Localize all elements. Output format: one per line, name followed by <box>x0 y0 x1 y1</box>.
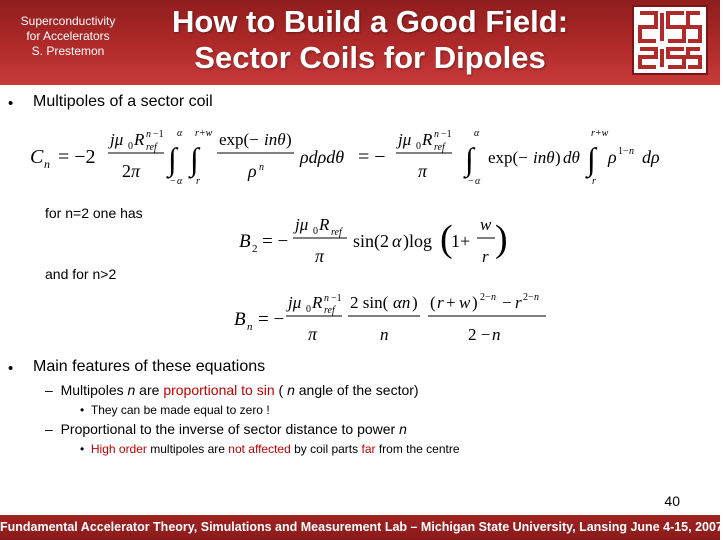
svg-text:αn: αn <box>393 293 411 312</box>
svg-text:R: R <box>319 215 330 234</box>
svg-text:): ) <box>412 293 418 312</box>
svg-text:w: w <box>480 215 492 234</box>
svg-text:C: C <box>30 146 44 168</box>
svg-text:= −: = − <box>262 231 289 252</box>
title-line-2: Sector Coils for Dipoles <box>194 40 546 75</box>
svg-text:−1: −1 <box>441 129 452 140</box>
svg-text:r+w: r+w <box>591 128 609 139</box>
svg-text:α: α <box>177 176 183 187</box>
svg-text:inθ: inθ <box>533 148 555 167</box>
text-segment: n <box>399 421 407 437</box>
bullet-marker: • <box>80 403 91 417</box>
svg-text:2: 2 <box>122 161 131 181</box>
svg-text:n: n <box>534 292 539 303</box>
highlight-text: proportional to sin <box>163 382 275 398</box>
course-info <box>8 14 128 59</box>
svg-text:−: − <box>468 176 474 187</box>
svg-text:π: π <box>131 161 141 181</box>
svg-text:jμ: jμ <box>398 130 412 149</box>
sub-sub-bullet-zero <box>80 403 270 417</box>
svg-text:n: n <box>146 129 151 140</box>
svg-text:): ) <box>472 293 478 312</box>
header-bar <box>0 0 720 85</box>
svg-text:2−: 2− <box>523 292 534 303</box>
course-line-1: Superconductivity <box>20 14 116 28</box>
svg-text:dθ: dθ <box>563 148 580 167</box>
svg-text:R: R <box>312 293 323 312</box>
svg-text:exp(−: exp(− <box>488 148 528 167</box>
svg-text:n: n <box>629 146 634 157</box>
text-for-n-gt-2: and for n>2 <box>45 266 117 282</box>
svg-text:2: 2 <box>252 243 258 255</box>
course-line-2: for Accelerators <box>26 29 110 43</box>
author-name: S. Prestemon <box>31 44 105 58</box>
svg-text:1+: 1+ <box>451 231 471 251</box>
bullet-main-features: Main features of these equations <box>33 358 266 375</box>
svg-text:π: π <box>308 324 318 344</box>
bullet-marker: • <box>80 442 91 456</box>
equation-b2 <box>235 212 508 274</box>
svg-text:−: − <box>170 176 176 187</box>
text-for-n2: for n=2 one has <box>45 205 143 221</box>
svg-text:−1: −1 <box>153 129 164 140</box>
text-segment: They can be made equal to zero ! <box>90 403 270 417</box>
equation-cn <box>28 120 688 190</box>
svg-text:B: B <box>239 231 251 252</box>
svg-text:w: w <box>459 293 471 312</box>
svg-text:ρdρdθ: ρdρdθ <box>300 147 345 167</box>
svg-text:α: α <box>475 176 481 187</box>
svg-text:jμ: jμ <box>288 293 302 312</box>
svg-text:ref: ref <box>331 227 342 238</box>
svg-text:ref: ref <box>324 305 335 316</box>
svg-text:π: π <box>315 246 325 266</box>
svg-text:r: r <box>437 293 444 312</box>
svg-text:jμ: jμ <box>295 215 309 234</box>
text-segment: multipoles are <box>146 442 229 456</box>
text-segment: from the centre <box>375 442 460 456</box>
svg-text:2−: 2− <box>480 292 491 303</box>
bullet-marker: • <box>8 95 14 112</box>
svg-text:1−: 1− <box>618 146 629 157</box>
svg-text:α: α <box>392 231 402 251</box>
svg-text:ρ: ρ <box>608 147 617 167</box>
svg-text:ref: ref <box>434 142 445 153</box>
svg-text:(: ( <box>430 293 436 312</box>
svg-text:n: n <box>491 292 496 303</box>
svg-text:0: 0 <box>128 141 133 152</box>
page-number: 40 <box>664 493 680 509</box>
sub-sub-bullet-high-order <box>80 442 460 456</box>
svg-text:n: n <box>259 162 264 173</box>
svg-text:∫: ∫ <box>190 141 199 177</box>
sub-bullet-multipoles <box>45 382 419 398</box>
svg-text:∫: ∫ <box>587 141 596 177</box>
svg-text:ref: ref <box>146 142 157 153</box>
svg-text:sin(2: sin(2 <box>353 231 389 251</box>
svg-text:R: R <box>134 130 145 149</box>
svg-text:α: α <box>177 128 183 139</box>
svg-text:−1: −1 <box>331 293 342 304</box>
svg-text:inθ: inθ <box>264 130 286 149</box>
bullet-marker: • <box>8 360 14 377</box>
svg-text:ρ: ρ <box>248 161 257 181</box>
sub-bullet-proportional <box>45 421 407 437</box>
svg-text:exp(−: exp(− <box>219 130 259 149</box>
svg-text:n: n <box>434 129 439 140</box>
svg-text:n: n <box>247 321 253 333</box>
svg-text:r: r <box>196 176 200 187</box>
slide-title <box>150 4 590 76</box>
svg-text:n: n <box>492 325 501 344</box>
text-segment: Proportional to the inverse of sector distance to power <box>60 421 400 437</box>
dash-marker: – <box>45 382 61 398</box>
text-segment: angle of the sector) <box>294 382 419 398</box>
svg-text:+: + <box>446 293 456 312</box>
text-segment: n <box>287 382 295 398</box>
title-line-1: How to Build a Good Field: <box>171 4 569 39</box>
highlight-text: far <box>361 442 376 456</box>
svg-text:B: B <box>234 309 246 330</box>
svg-text:n: n <box>380 325 389 344</box>
dash-marker: – <box>45 421 61 437</box>
highlight-text: not affected <box>228 442 291 456</box>
svg-text:−: − <box>502 293 512 312</box>
svg-text:r+w: r+w <box>195 128 213 139</box>
svg-text:n: n <box>324 293 329 304</box>
svg-text:r: r <box>482 247 489 266</box>
footer-bar: Fundamental Accelerator Theory, Simulations and Measurement Lab – Michigan State University, Lansing June 4-15, 2007 <box>0 515 720 540</box>
svg-text:0: 0 <box>416 141 421 152</box>
text-segment: n <box>127 382 136 398</box>
bullet-multipoles: Multipoles of a sector coil <box>33 93 213 110</box>
highlight-text: High order <box>90 442 147 456</box>
text-segment: by coil parts <box>290 442 362 456</box>
svg-text:= −: = − <box>358 146 386 168</box>
equation-bn <box>230 290 550 350</box>
svg-text:(: ( <box>440 218 453 260</box>
svg-text:R: R <box>422 130 433 149</box>
text-segment: are <box>135 382 164 398</box>
svg-text:2 sin(: 2 sin( <box>350 293 389 312</box>
svg-text:)log: )log <box>403 231 432 251</box>
svg-text:= −: = − <box>258 309 285 330</box>
svg-text:r: r <box>515 293 522 312</box>
svg-text:= −2: = −2 <box>58 146 96 168</box>
svg-text:α: α <box>474 128 480 139</box>
svg-text:): ) <box>495 218 508 260</box>
svg-text:): ) <box>286 130 292 149</box>
university-seal-logo-icon <box>632 5 708 75</box>
svg-text:2 −: 2 − <box>468 325 491 344</box>
svg-text:0: 0 <box>313 226 318 237</box>
svg-text:π: π <box>418 161 428 181</box>
svg-text:dρ: dρ <box>642 147 660 167</box>
svg-text:r: r <box>592 176 596 187</box>
svg-text:∫: ∫ <box>465 141 474 177</box>
svg-text:0: 0 <box>306 304 311 315</box>
svg-text:jμ: jμ <box>110 130 124 149</box>
svg-text:): ) <box>555 148 561 167</box>
svg-text:n: n <box>44 157 50 171</box>
text-segment: ( <box>274 382 288 398</box>
text-segment: Multipoles <box>60 382 128 398</box>
svg-text:∫: ∫ <box>168 141 177 177</box>
